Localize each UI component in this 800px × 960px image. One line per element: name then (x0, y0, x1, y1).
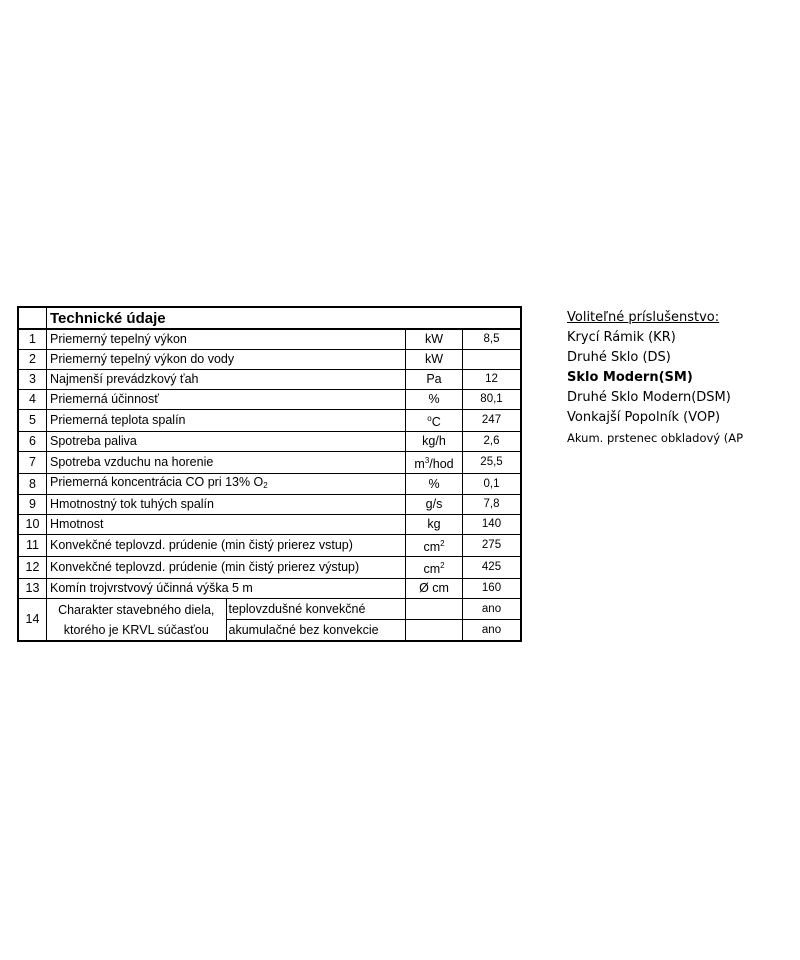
row-value: 80,1 (463, 390, 522, 410)
unit-text: m (414, 457, 425, 471)
unit-text: cm (423, 540, 441, 554)
table-row (18, 410, 521, 432)
table-row-14 (18, 599, 521, 620)
row-unit (406, 410, 463, 432)
table-row (18, 495, 521, 515)
accessory-item: Druhé Sklo Modern(DSM) (567, 390, 731, 405)
row-label: Komín trojvrstvový účinná výška 5 m (47, 579, 406, 599)
row-number: 12 (18, 557, 47, 579)
building-character-line2: ktorého je KRVL súčasťou (63, 623, 209, 637)
row-unit: Ø cm (406, 579, 463, 599)
row-number: 11 (18, 535, 47, 557)
row-number: 4 (18, 390, 47, 410)
table-row (18, 515, 521, 535)
accessories-title: Voliteľné príslušenstvo: (567, 310, 720, 325)
row-value: 0,1 (463, 474, 522, 495)
row-value: 8,5 (463, 329, 522, 350)
optional-accessories (567, 308, 797, 448)
row-unit: kW (406, 350, 463, 370)
table-row (18, 390, 521, 410)
label-subscript: 2 (263, 481, 268, 490)
row-label: Konvekčné teplovzd. prúdenie (min čistý prierez vstup) (47, 535, 406, 557)
degree-superscript: o (427, 414, 432, 423)
table-row (18, 535, 521, 557)
row-number: 5 (18, 410, 47, 432)
row-value: 12 (463, 370, 522, 390)
row-number: 14 (18, 599, 47, 642)
unit-suffix: /hod (429, 457, 454, 471)
row-label: Najmenší prevádzkový ťah (47, 370, 406, 390)
row-label: Priemerný tepelný výkon do vody (47, 350, 406, 370)
unit-text: cm (423, 562, 441, 576)
row-number: 10 (18, 515, 47, 535)
accessory-item: Druhé Sklo (DS) (567, 350, 671, 365)
row-value: 160 (463, 579, 522, 599)
unit-superscript: 2 (440, 539, 445, 548)
row-number: 13 (18, 579, 47, 599)
accessory-item: Vonkajší Popolník (VOP) (567, 410, 721, 425)
row-unit: kg (406, 515, 463, 535)
row-label (47, 474, 406, 495)
row-number: 3 (18, 370, 47, 390)
row-value: 247 (463, 410, 522, 432)
row-label: Priemerná účinnosť (47, 390, 406, 410)
row-unit: g/s (406, 495, 463, 515)
technical-data-table (17, 306, 522, 642)
row-unit (406, 452, 463, 474)
row-value: 275 (463, 535, 522, 557)
row-unit: Pa (406, 370, 463, 390)
row-label: Hmotnostný tok tuhých spalín (47, 495, 406, 515)
accessory-item: Krycí Rámik (KR) (567, 330, 676, 345)
unit-text: C (431, 415, 441, 429)
row-label: Priemerný tepelný výkon (47, 329, 406, 350)
option-convection: teplovzdušné konvekčné (226, 599, 406, 620)
row-value: 25,5 (463, 452, 522, 474)
row-value: 140 (463, 515, 522, 535)
row-unit: kg/h (406, 432, 463, 452)
row-label: Spotreba vzduchu na horenie (47, 452, 406, 474)
table-row (18, 370, 521, 390)
row-unit: % (406, 474, 463, 495)
building-character-label (47, 599, 227, 642)
row-value: 425 (463, 557, 522, 579)
accessory-item: Sklo Modern(SM) (567, 370, 693, 385)
row-unit: kW (406, 329, 463, 350)
row-label: Hmotnost (47, 515, 406, 535)
table-row (18, 452, 521, 474)
option-convection-unit (406, 599, 463, 620)
label-text: Priemerná koncentrácia CO pri 13% O (50, 475, 264, 489)
row-value (463, 350, 522, 370)
option-accumulation-unit (406, 620, 463, 642)
row-value: 2,6 (463, 432, 522, 452)
row-label: Priemerná teplota spalín (47, 410, 406, 432)
row-unit: % (406, 390, 463, 410)
table-row (18, 329, 521, 350)
row-number: 1 (18, 329, 47, 350)
table-row (18, 350, 521, 370)
table-title: Technické údaje (47, 307, 522, 329)
row-number: 2 (18, 350, 47, 370)
row-label: Konvekčné teplovzd. prúdenie (min čistý prierez výstup) (47, 557, 406, 579)
row-number: 9 (18, 495, 47, 515)
row-unit (406, 535, 463, 557)
building-character-line1: Charakter stavebného diela, (58, 603, 215, 617)
option-accumulation-value: ano (463, 620, 522, 642)
row-number: 7 (18, 452, 47, 474)
option-accumulation: akumulačné bez konvekcie (226, 620, 406, 642)
table-row (18, 557, 521, 579)
table-row (18, 474, 521, 495)
header-empty-cell (18, 307, 47, 329)
unit-superscript: 3 (424, 456, 430, 465)
table-header-row (18, 307, 521, 329)
row-value: 7,8 (463, 495, 522, 515)
accessory-item: Akum. prstenec obkladový (AP (567, 431, 744, 445)
option-convection-value: ano (463, 599, 522, 620)
row-unit (406, 557, 463, 579)
row-label: Spotreba paliva (47, 432, 406, 452)
row-number: 6 (18, 432, 47, 452)
unit-superscript: 2 (440, 561, 445, 570)
table-row (18, 432, 521, 452)
row-number: 8 (18, 474, 47, 495)
table-row (18, 579, 521, 599)
